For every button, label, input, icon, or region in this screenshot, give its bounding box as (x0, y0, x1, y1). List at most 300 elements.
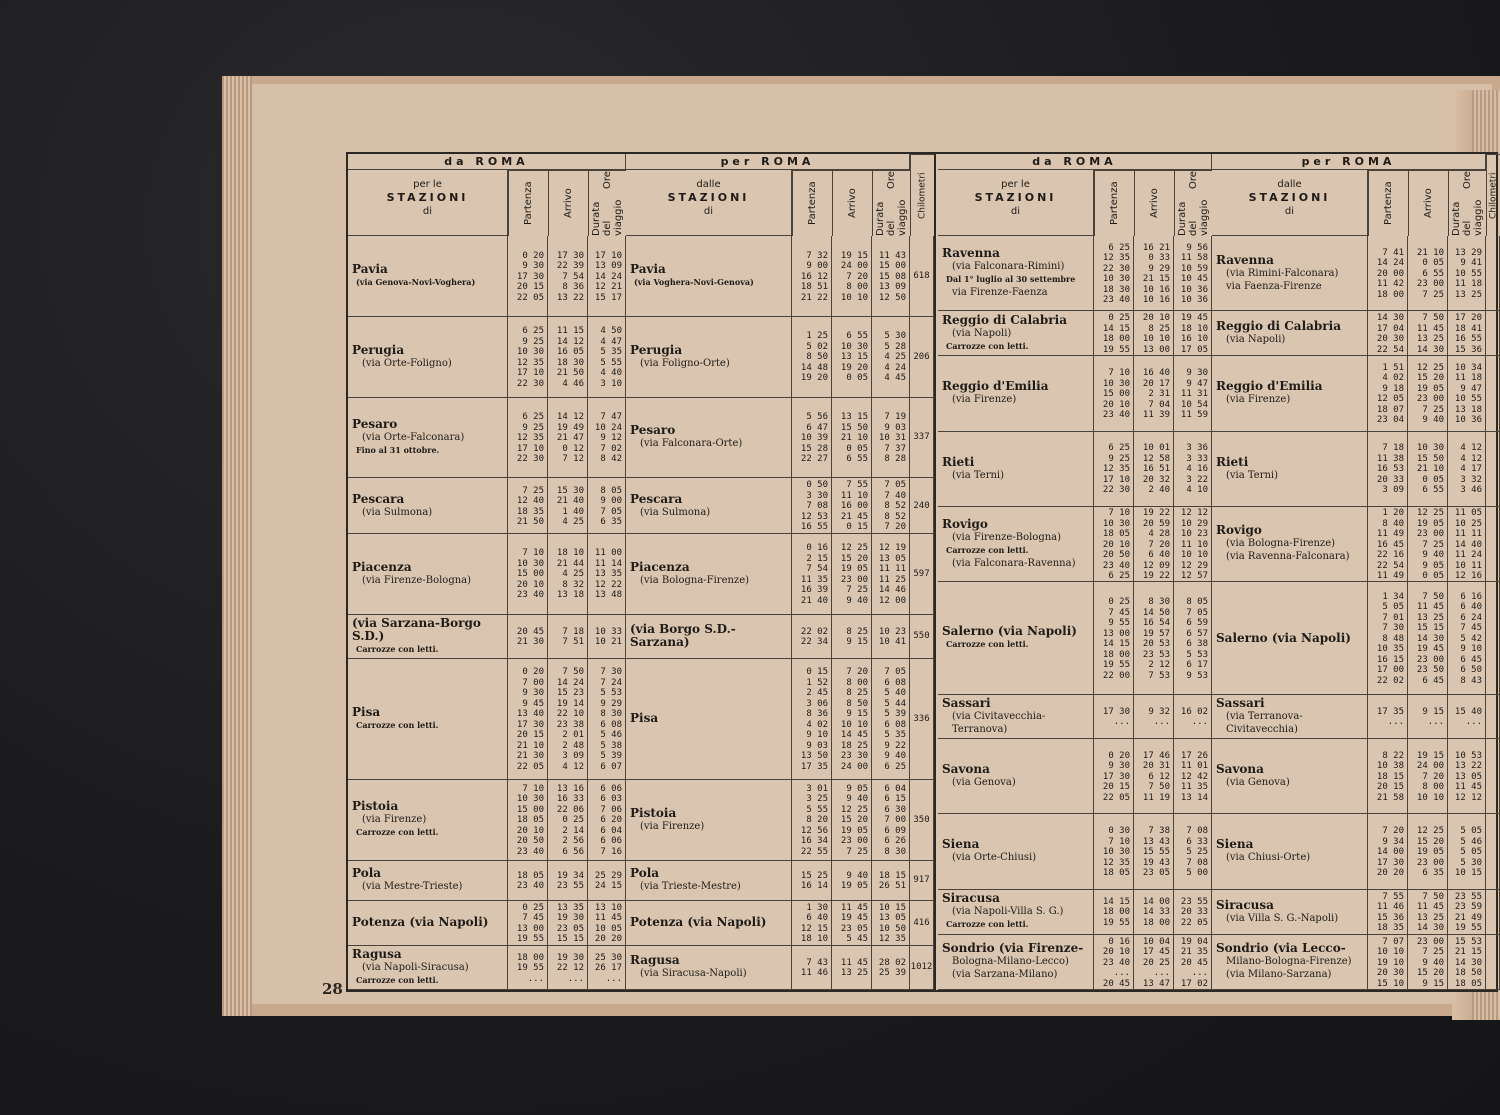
from-rome-station-route: (via Napoli-Siracusa) (362, 961, 469, 973)
header-duration (588, 170, 626, 236)
to-rome-r-arrivals: 9 15 ... (1408, 695, 1448, 739)
from-rome-station-name: Pesaro (352, 416, 398, 431)
to-rome-r-departures: 7 41 14 24 20 00 11 42 18 00 (1368, 236, 1408, 311)
to-rome-arrivals: 13 15 15 50 21 10 0 05 6 55 (832, 398, 872, 479)
route-km: 597 (910, 534, 934, 615)
header-to-stations (348, 170, 508, 236)
to-rome-station (626, 317, 792, 398)
header-duration-2 (872, 170, 910, 236)
header-duration-r2 (1448, 170, 1486, 236)
from-rome-r-station (938, 695, 1094, 739)
header-km-r: Chilometri (1486, 154, 1500, 236)
from-rome-departures: 7 10 10 30 15 00 18 05 20 10 20 50 23 40 (508, 780, 548, 861)
route-km-r (1486, 236, 1500, 311)
to-rome-durations: 6 04 6 15 6 30 7 00 6 09 6 26 8 30 (872, 780, 910, 861)
from-rome-station (348, 780, 508, 861)
from-rome-r-station (938, 507, 1094, 582)
to-rome-durations: 28 02 25 39 (872, 946, 910, 990)
from-rome-durations: 10 33 10 21 (588, 615, 626, 659)
to-rome-arrivals: 12 25 15 20 19 05 23 00 7 25 9 40 (832, 534, 872, 615)
to-rome-departures: 15 25 16 14 (792, 861, 832, 901)
from-rome-r-station-name: Sondrio (via Firenze- (942, 941, 1084, 956)
from-rome-station-name: Perugia (352, 342, 405, 357)
from-rome-durations: 25 29 24 15 (588, 861, 626, 901)
to-rome-durations: 10 23 10 41 (872, 615, 910, 659)
to-rome-r-departures: 1 20 8 40 11 49 16 45 22 16 22 54 11 49 (1368, 507, 1408, 582)
to-rome-r-station-route: (via Rimini-Falconara) (1226, 267, 1339, 279)
to-rome-r-departures: 7 55 11 46 15 36 18 35 (1368, 890, 1408, 935)
from-rome-r-durations: 19 45 18 10 16 10 17 05 (1174, 311, 1212, 356)
from-rome-arrivals: 18 10 21 44 4 25 8 32 13 18 (548, 534, 588, 615)
from-rome-r-arrivals: 10 04 17 45 20 25 ... 13 47 (1134, 935, 1174, 991)
from-rome-r-departures: 17 30 ... (1094, 695, 1134, 739)
from-rome-departures: 0 20 7 00 9 30 9 45 13 40 17 30 20 15 21 10 21 30 22 05 (508, 659, 548, 780)
header-to-stations-text: per le (413, 179, 442, 190)
from-rome-r-station-route: (via Firenze-Bologna) (952, 531, 1062, 543)
header-hours-text-2: Ore (886, 171, 897, 189)
from-rome-station-name: Pescara (352, 491, 405, 506)
to-rome-r-durations: 23 55 23 59 21 49 19 55 (1448, 890, 1486, 935)
route-km: 337 (910, 398, 934, 479)
page-edge (222, 76, 252, 1016)
from-rome-r-station-name: Rovigo (942, 516, 988, 531)
from-rome-r-station (938, 890, 1094, 935)
to-rome-departures: 7 43 11 46 (792, 946, 832, 990)
from-rome-r-station-name: Ravenna (942, 246, 1000, 261)
from-rome-station-route: (via Orte-Foligno) (362, 357, 452, 369)
to-rome-station (626, 946, 792, 990)
to-rome-station-route: (via Firenze) (640, 820, 705, 832)
header-from-stations-r (1212, 170, 1368, 236)
to-rome-station (626, 861, 792, 901)
to-rome-durations: 7 05 6 08 5 40 5 44 5 39 6 08 5 35 9 22 9 40 6 25 (872, 659, 910, 780)
from-rome-r-arrivals: 7 38 13 43 15 55 19 43 23 05 (1134, 814, 1174, 889)
from-rome-arrivals: 19 34 23 55 (548, 861, 588, 901)
route-km: 1012 (910, 946, 934, 990)
to-rome-station-name: Pavia (630, 261, 666, 276)
from-rome-r-station-route-2: via Firenze-Faenza (952, 287, 1048, 299)
to-rome-station-name: Pola (630, 866, 660, 881)
to-rome-r-station (1212, 739, 1368, 814)
header-from-stations (626, 170, 792, 236)
from-rome-r-station-name: Reggio di Calabria (942, 312, 1067, 327)
to-rome-r-arrivals: 23 00 7 25 9 40 15 20 9 15 (1408, 935, 1448, 991)
header-di-text-2: di (703, 206, 714, 217)
from-rome-r-station-route: (via Orte-Chiusi) (952, 852, 1037, 864)
to-rome-station-name: Ragusa (630, 953, 680, 968)
from-rome-r-durations: 17 26 11 01 12 42 11 35 13 14 (1174, 739, 1212, 814)
to-rome-r-departures: 7 07 10 10 19 10 20 30 15 10 (1368, 935, 1408, 991)
from-rome-r-arrivals: 16 21 0 33 9 29 21 15 10 16 10 16 (1134, 236, 1174, 311)
from-rome-station-route: (via Orte-Falconara) (362, 431, 465, 443)
to-rome-r-departures: 7 20 9 34 14 00 17 30 20 20 (1368, 814, 1408, 889)
from-rome-r-arrivals: 14 00 14 33 18 00 (1134, 890, 1174, 935)
header-from-rome: da ROMA (348, 154, 626, 170)
from-rome-r-station-name: Siena (942, 837, 980, 852)
to-rome-r-station (1212, 814, 1368, 889)
from-rome-r-station-route: (via Civitavecchia-Terranova) (952, 710, 1046, 735)
to-rome-r-station (1212, 236, 1368, 311)
right-grid (938, 154, 1500, 990)
from-rome-station-name: Piacenza (352, 559, 412, 574)
to-rome-r-arrivals: 12 25 19 05 23 00 7 25 9 40 9 05 0 05 (1408, 507, 1448, 582)
from-rome-durations: 7 47 10 24 9 12 7 02 8 42 (588, 398, 626, 479)
to-rome-r-station (1212, 582, 1368, 695)
from-rome-r-station-route-2: (via Falconara-Ravenna) (952, 557, 1076, 569)
route-km-r (1486, 890, 1500, 935)
to-rome-r-station-route: (via Napoli) (1226, 334, 1286, 346)
to-rome-arrivals: 9 40 19 05 (832, 861, 872, 901)
to-rome-r-station (1212, 356, 1368, 431)
to-rome-departures: 0 50 3 30 7 08 12 53 16 55 (792, 478, 832, 534)
to-rome-departures: 22 02 22 34 (792, 615, 832, 659)
from-rome-r-departures: 0 20 9 30 17 30 20 15 22 05 (1094, 739, 1134, 814)
header-arrival: Arrivo (548, 170, 588, 236)
to-rome-arrivals: 8 25 9 15 (832, 615, 872, 659)
header-hours-text: Ore (602, 171, 613, 189)
from-rome-r-station (938, 311, 1094, 356)
route-km: 336 (910, 659, 934, 780)
from-rome-departures: 18 00 19 55 ... (508, 946, 548, 990)
from-rome-r-departures: 7 10 10 30 15 00 20 10 23 40 (1094, 356, 1134, 431)
from-rome-r-departures: 14 15 18 00 19 55 (1094, 890, 1134, 935)
to-rome-r-station-name: Siracusa (1216, 897, 1274, 912)
from-rome-r-station-route: (via Terni) (952, 469, 1005, 481)
route-km-r (1486, 311, 1500, 356)
to-rome-r-departures: 14 30 17 04 20 30 22 54 (1368, 311, 1408, 356)
route-km: 350 (910, 780, 934, 861)
from-rome-r-station-name: Savona (942, 762, 990, 777)
from-rome-r-arrivals: 17 46 20 31 6 12 7 50 11 19 (1134, 739, 1174, 814)
from-rome-arrivals: 15 30 21 40 1 40 4 25 (548, 478, 588, 534)
from-rome-r-station (938, 739, 1094, 814)
from-rome-r-station-route: (via Falconara-Rimini) (952, 261, 1065, 273)
to-rome-departures: 0 16 2 15 7 54 11 35 16 39 21 40 (792, 534, 832, 615)
from-rome-r-departures: 0 16 20 10 23 40 ... 20 45 (1094, 935, 1134, 991)
to-rome-r-durations: 11 05 10 25 11 11 14 40 11 24 10 11 12 16 (1448, 507, 1486, 582)
from-rome-station-route: (via Mestre-Trieste) (362, 881, 463, 893)
from-rome-station (348, 901, 508, 946)
from-rome-r-arrivals: 20 10 8 25 10 10 13 00 (1134, 311, 1174, 356)
to-rome-departures: 1 25 5 02 8 50 14 48 19 20 (792, 317, 832, 398)
from-rome-departures: 18 05 23 40 (508, 861, 548, 901)
to-rome-r-durations: 6 16 6 40 6 24 7 45 5 42 9 10 6 45 6 50 8 43 (1448, 582, 1486, 695)
to-rome-station-route: (via Trieste-Mestre) (640, 881, 741, 893)
to-rome-r-durations: 15 53 21 15 14 30 18 50 18 05 (1448, 935, 1486, 991)
from-rome-r-station-route: (via Firenze) (952, 394, 1017, 406)
from-rome-r-durations: 7 08 6 33 5 25 7 08 5 00 (1174, 814, 1212, 889)
from-rome-r-departures: 0 25 14 15 18 00 19 55 (1094, 311, 1134, 356)
route-km-r (1486, 582, 1500, 695)
from-rome-station (348, 861, 508, 901)
to-rome-arrivals: 19 15 24 00 7 20 8 00 10 10 (832, 236, 872, 317)
header-to-stations-text-r: per le (1001, 179, 1030, 190)
page-number: 28 (322, 980, 343, 998)
to-rome-r-station (1212, 432, 1368, 507)
header-arrival-2: Arrivo (832, 170, 872, 236)
to-rome-r-durations: 10 34 11 18 9 47 10 55 13 18 10 36 (1448, 356, 1486, 431)
from-rome-r-station-name: Reggio d'Emilia (942, 379, 1049, 394)
from-rome-durations: 17 10 13 09 14 24 12 21 15 17 (588, 236, 626, 317)
header-arrival-r2: Arrivo (1408, 170, 1448, 236)
to-rome-r-station-name: Sassari (1216, 695, 1265, 710)
to-rome-r-station (1212, 311, 1368, 356)
from-rome-station (348, 478, 508, 534)
header-duration-r (1174, 170, 1212, 236)
timetable-right-half (938, 154, 1500, 990)
to-rome-durations: 7 19 9 03 10 31 7 37 8 28 (872, 398, 910, 479)
from-rome-station (348, 946, 508, 990)
header-departure-r: Partenza (1094, 170, 1134, 236)
to-rome-r-station-name: Reggio di Calabria (1216, 319, 1341, 334)
from-rome-r-durations: 9 56 11 58 10 59 10 45 10 36 10 36 (1174, 236, 1212, 311)
header-duration-text: Durata del viaggio (591, 199, 624, 236)
from-rome-arrivals: 7 18 7 51 (548, 615, 588, 659)
header-hours-text-r: Ore (1188, 171, 1199, 189)
from-rome-r-station-route: (via Napoli-Villa S. G.) (952, 906, 1064, 917)
header-hours-text-r2: Ore (1462, 171, 1473, 189)
from-rome-r-station-name: Siracusa (942, 891, 1000, 905)
to-rome-r-durations: 13 29 9 41 10 55 11 18 13 25 (1448, 236, 1486, 311)
from-rome-departures: 6 25 9 25 12 35 17 10 22 30 (508, 398, 548, 479)
from-rome-arrivals: 13 35 19 30 23 05 15 15 (548, 901, 588, 946)
to-rome-station-route: (via Foligno-Orte) (640, 357, 730, 369)
to-rome-r-station-name: Rieti (1216, 454, 1249, 469)
to-rome-station-name: Pesaro (630, 423, 676, 438)
to-rome-r-station-route-2: (via Ravenna-Falconara) (1226, 551, 1350, 563)
from-rome-station (348, 398, 508, 479)
to-rome-station (626, 780, 792, 861)
from-rome-r-arrivals: 10 01 12 58 16 51 20 32 2 40 (1134, 432, 1174, 507)
to-rome-r-station-route-2: via Faenza-Firenze (1226, 280, 1322, 292)
timetable-left-half (348, 154, 936, 990)
route-km-r (1486, 739, 1500, 814)
route-km: 550 (910, 615, 934, 659)
from-rome-station (348, 659, 508, 780)
route-km: 206 (910, 317, 934, 398)
to-rome-station-route: (via Bologna-Firenze) (640, 574, 750, 586)
from-rome-station-name: Pavia (352, 261, 388, 276)
from-rome-r-departures: 6 25 9 25 12 35 17 10 22 30 (1094, 432, 1134, 507)
from-rome-r-durations: 19 04 21 35 20 45 ... 17 02 (1174, 935, 1212, 991)
from-rome-r-station-name: Rieti (942, 454, 975, 469)
to-rome-station-note: (via Voghera-Novi-Genova) (634, 276, 754, 287)
header-from-stations-text: dalle (696, 179, 721, 190)
to-rome-station-route: (via Sulmona) (640, 506, 711, 518)
header-di-text-r2: di (1284, 206, 1295, 217)
to-rome-r-departures: 1 34 5 05 7 01 7 30 8 48 10 35 16 15 17 00 22 02 (1368, 582, 1408, 695)
route-km: 618 (910, 236, 934, 317)
from-rome-departures: 20 45 21 30 (508, 615, 548, 659)
route-km: 240 (910, 478, 934, 534)
from-rome-r-station-route: (via Genova) (952, 777, 1016, 789)
from-rome-arrivals: 14 12 19 49 21 47 0 12 7 12 (548, 398, 588, 479)
to-rome-r-departures: 1 51 4 02 9 18 12 05 18 07 23 04 (1368, 356, 1408, 431)
to-rome-r-arrivals: 10 30 15 50 21 10 0 05 6 55 (1408, 432, 1448, 507)
header-duration-text-r2: Durata del viaggio (1451, 199, 1484, 236)
from-rome-r-station-note: Carrozze con letti. (946, 340, 1029, 351)
to-rome-durations: 12 19 13 05 11 11 11 25 14 46 12 00 (872, 534, 910, 615)
to-rome-r-station-name: Reggio d'Emilia (1216, 379, 1323, 394)
to-rome-station-name: Pisa (630, 711, 659, 726)
to-rome-r-station-name: Savona (1216, 762, 1264, 777)
route-km-r (1486, 507, 1500, 582)
to-rome-r-durations: 15 40 ... (1448, 695, 1486, 739)
from-rome-durations: 25 30 26 17 ... (588, 946, 626, 990)
from-rome-station-name: Potenza (via Napoli) (352, 915, 489, 930)
from-rome-station-name: Pola (352, 866, 382, 881)
to-rome-r-station (1212, 695, 1368, 739)
to-rome-durations: 10 15 13 05 10 50 12 35 (872, 901, 910, 946)
to-rome-arrivals: 7 20 8 00 8 25 8 50 9 15 10 10 14 45 18 25 23 30 24 00 (832, 659, 872, 780)
from-rome-r-station (938, 935, 1094, 991)
to-rome-station-route: (via Siracusa-Napoli) (640, 968, 747, 980)
from-rome-r-departures: 0 30 7 10 10 30 12 35 18 05 (1094, 814, 1134, 889)
route-km-r (1486, 935, 1500, 991)
to-rome-station-route: (via Falconara-Orte) (640, 438, 743, 450)
from-rome-r-departures: 0 25 7 45 9 55 13 00 14 15 18 00 19 55 22 00 (1094, 582, 1134, 695)
from-rome-r-departures: 7 10 10 30 18 05 20 10 20 50 23 40 6 25 (1094, 507, 1134, 582)
from-rome-station-name: Ragusa (352, 946, 402, 961)
to-rome-r-arrivals: 19 15 24 00 7 20 8 00 10 10 (1408, 739, 1448, 814)
route-km: 917 (910, 861, 934, 901)
from-rome-r-durations: 23 55 20 33 22 05 (1174, 890, 1212, 935)
from-rome-departures: 0 25 7 45 13 00 19 55 (508, 901, 548, 946)
to-rome-station-name: (via Borgo S.D.-Sarzana) (630, 622, 736, 650)
to-rome-station (626, 478, 792, 534)
from-rome-arrivals: 17 30 22 39 7 54 8 36 13 22 (548, 236, 588, 317)
route-km-r (1486, 356, 1500, 431)
to-rome-r-station-route: (via Villa S. G.-Napoli) (1226, 912, 1339, 924)
from-rome-r-station-name: Salerno (via Napoli) (942, 624, 1077, 638)
from-rome-r-arrivals: 19 22 20 59 4 28 7 20 6 40 12 09 19 22 (1134, 507, 1174, 582)
header-stations-text: STAZIONI (386, 191, 469, 204)
from-rome-durations: 4 50 4 47 5 35 5 55 4 40 3 10 (588, 317, 626, 398)
to-rome-station-name: Perugia (630, 342, 683, 357)
header-from-rome-r: da ROMA (938, 154, 1212, 170)
route-km-r (1486, 432, 1500, 507)
header-from-stations-text-r: dalle (1277, 179, 1302, 190)
to-rome-r-station-route: (via Bologna-Firenze) (1226, 538, 1336, 550)
to-rome-r-station-route-2: (via Milano-Sarzana) (1226, 969, 1332, 981)
to-rome-r-station (1212, 507, 1368, 582)
from-rome-r-durations: 9 30 9 47 11 31 10 54 11 59 (1174, 356, 1212, 431)
header-duration-text-2: Durata del viaggio (875, 199, 908, 236)
to-rome-r-arrivals: 12 25 15 20 19 05 23 00 6 35 (1408, 814, 1448, 889)
to-rome-r-station-name: Ravenna (1216, 252, 1274, 267)
from-rome-r-station (938, 236, 1094, 311)
from-rome-durations: 11 00 11 14 13 35 12 22 13 48 (588, 534, 626, 615)
to-rome-station (626, 615, 792, 659)
header-departure: Partenza (508, 170, 548, 236)
from-rome-station-route: (via Firenze) (362, 814, 427, 826)
to-rome-r-station-name: Sondrio (via Lecco- (1216, 941, 1346, 956)
to-rome-station-name: Piacenza (630, 559, 690, 574)
to-rome-r-arrivals: 7 50 11 45 13 25 15 15 14 30 19 45 23 00 23 50 6 45 (1408, 582, 1448, 695)
to-rome-durations: 7 05 7 40 8 52 8 52 7 20 (872, 478, 910, 534)
to-rome-r-arrivals: 7 50 11 45 13 25 14 30 (1408, 311, 1448, 356)
to-rome-r-departures: 8 22 10 38 18 15 20 15 21 58 (1368, 739, 1408, 814)
from-rome-durations: 6 06 6 03 7 06 6 20 6 04 6 06 7 16 (588, 780, 626, 861)
from-rome-r-arrivals: 16 40 20 17 2 31 7 04 11 39 (1134, 356, 1174, 431)
from-rome-station-name: Pistoia (352, 799, 399, 814)
to-rome-station (626, 236, 792, 317)
to-rome-departures: 5 56 6 47 10 39 15 28 22 27 (792, 398, 832, 479)
to-rome-durations: 11 43 15 00 15 08 13 09 12 50 (872, 236, 910, 317)
to-rome-r-station-name: Salerno (via Napoli) (1216, 630, 1351, 645)
from-rome-r-station (938, 356, 1094, 431)
route-km-r (1486, 695, 1500, 739)
header-departure-r2: Partenza (1368, 170, 1408, 236)
from-rome-arrivals: 7 50 14 24 15 23 19 14 22 10 23 38 2 01 2 48 3 09 4 12 (548, 659, 588, 780)
from-rome-station (348, 534, 508, 615)
header-duration-text-r: Durata del viaggio (1177, 199, 1210, 236)
from-rome-departures: 7 10 10 30 15 00 20 10 23 40 (508, 534, 548, 615)
to-rome-arrivals: 7 55 11 10 16 00 21 45 0 15 (832, 478, 872, 534)
to-rome-r-station-route: Milano-Bologna-Firenze) (1226, 956, 1352, 968)
to-rome-r-departures: 17 35 ... (1368, 695, 1408, 739)
from-rome-departures: 0 20 9 30 17 30 20 15 22 05 (508, 236, 548, 317)
from-rome-station-note: (via Genova-Novi-Voghera) (356, 276, 476, 287)
to-rome-r-station-name: Rovigo (1216, 523, 1262, 538)
to-rome-arrivals: 6 55 10 30 13 15 19 20 0 05 (832, 317, 872, 398)
to-rome-durations: 5 30 5 28 4 25 4 24 4 45 (872, 317, 910, 398)
to-rome-r-durations: 17 20 18 41 16 55 15 36 (1448, 311, 1486, 356)
from-rome-r-durations: 8 05 7 05 6 59 6 57 6 38 5 53 6 17 9 53 (1174, 582, 1212, 695)
to-rome-r-arrivals: 21 10 0 05 6 55 23 00 7 25 (1408, 236, 1448, 311)
from-rome-r-station-route: (via Napoli) (952, 327, 1012, 339)
from-rome-r-station-route-2: (via Sarzana-Milano) (952, 969, 1058, 981)
from-rome-r-arrivals: 8 30 14 50 16 54 19 57 20 53 23 53 2 12 7 53 (1134, 582, 1174, 695)
to-rome-station-name: Pescara (630, 491, 683, 506)
from-rome-r-arrivals: 9 32 ... (1134, 695, 1174, 739)
from-rome-r-departures: 6 25 12 35 22 30 10 30 18 30 23 40 (1094, 236, 1134, 311)
from-rome-arrivals: 13 16 16 33 22 06 0 25 2 14 2 56 6 56 (548, 780, 588, 861)
to-rome-r-station-name: Siena (1216, 837, 1254, 852)
header-departure-2: Partenza (792, 170, 832, 236)
from-rome-r-durations: 3 36 3 33 4 16 3 22 4 10 (1174, 432, 1212, 507)
to-rome-departures: 0 15 1 52 2 45 3 06 8 36 4 02 9 10 9 03 13 50 17 35 (792, 659, 832, 780)
from-rome-station-note: Carrozze con letti. (356, 974, 439, 985)
header-di-text-r: di (1010, 206, 1021, 217)
to-rome-station (626, 901, 792, 946)
from-rome-r-station-note: Dal 1° luglio al 30 settembre (946, 274, 1076, 285)
from-rome-departures: 7 25 12 40 18 35 21 50 (508, 478, 548, 534)
from-rome-station (348, 236, 508, 317)
from-rome-station-name: (via Sarzana-Borgo S.D.) (352, 615, 481, 643)
to-rome-r-station-route: (via Terni) (1226, 469, 1279, 481)
from-rome-station (348, 615, 508, 659)
to-rome-arrivals: 11 45 19 45 23 05 5 45 (832, 901, 872, 946)
to-rome-r-durations: 5 05 5 46 5 05 5 30 10 15 (1448, 814, 1486, 889)
to-rome-r-station-route: (via Terranova-Civitavecchia) (1226, 710, 1303, 735)
from-rome-durations: 8 05 9 00 7 05 6 35 (588, 478, 626, 534)
to-rome-r-station (1212, 890, 1368, 935)
route-km: 416 (910, 901, 934, 946)
to-rome-r-station-route: (via Genova) (1226, 777, 1290, 789)
header-stations-text-r2: STAZIONI (1248, 191, 1331, 204)
header-arrival-r: Arrivo (1134, 170, 1174, 236)
from-rome-station-note: Carrozze con letti. (356, 827, 439, 838)
left-grid (348, 154, 934, 990)
from-rome-station-route: (via Firenze-Bologna) (362, 574, 472, 586)
from-rome-station-name: Pisa (352, 704, 381, 719)
to-rome-station (626, 659, 792, 780)
to-rome-r-departures: 7 18 11 38 16 53 20 33 3 09 (1368, 432, 1408, 507)
from-rome-durations: 13 10 11 45 10 05 20 20 (588, 901, 626, 946)
from-rome-durations: 7 30 7 24 5 53 9 29 8 30 6 08 5 46 5 38 5 39 6 07 (588, 659, 626, 780)
from-rome-station-note: Fino al 31 ottobre. (356, 444, 440, 455)
